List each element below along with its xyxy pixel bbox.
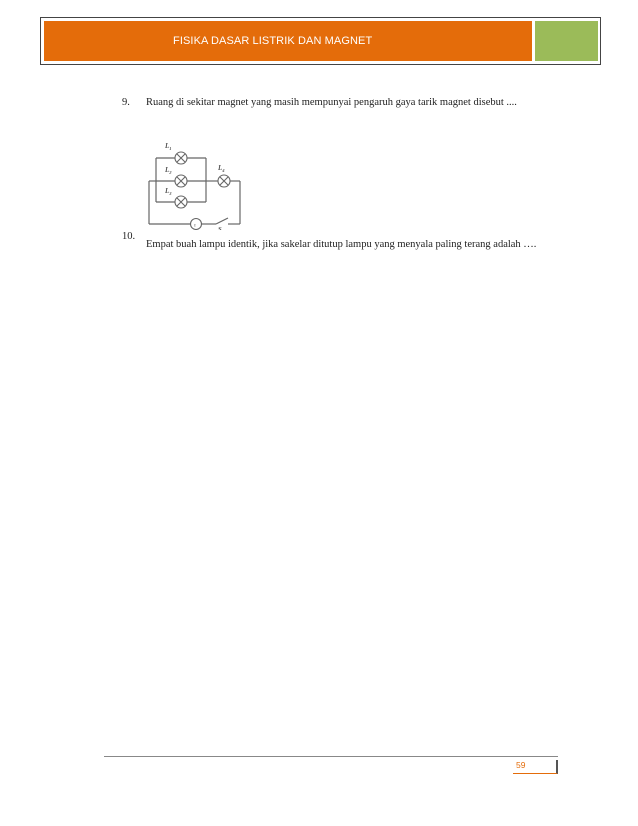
label-l4: $L_4$ [218,164,225,173]
header-green-block [535,21,598,61]
lamp-icon [175,175,187,187]
header-title: FISIKA DASAR LISTRIK DAN MAGNET [173,35,373,47]
header-orange-band [44,21,532,61]
svg-text:ɛ: ɛ [194,223,197,229]
question-text: Empat buah lampu identik, jika sakelar ditutup lampu yang menyala paling terang adalah …. [146,239,537,250]
page-number-box [513,760,558,774]
question-number: 9. [122,97,130,108]
question-number: 10. [122,231,136,242]
label-l2: $L_2$ [165,166,172,175]
label-switch: S [218,226,222,230]
page-header [40,17,601,65]
label-l1: $L_1$ [165,142,172,151]
lamp-icon [175,196,187,208]
question-text: Ruang di sekitar magnet yang masih mempunyai pengaruh gaya tarik magnet disebut .... [146,97,517,108]
footer-divider [104,756,558,757]
lamp-icon [175,152,187,164]
page-number: 59 [516,760,526,770]
circuit-diagram [146,138,246,230]
lamp-icon [218,175,230,187]
label-l3: $L_3$ [165,187,172,196]
